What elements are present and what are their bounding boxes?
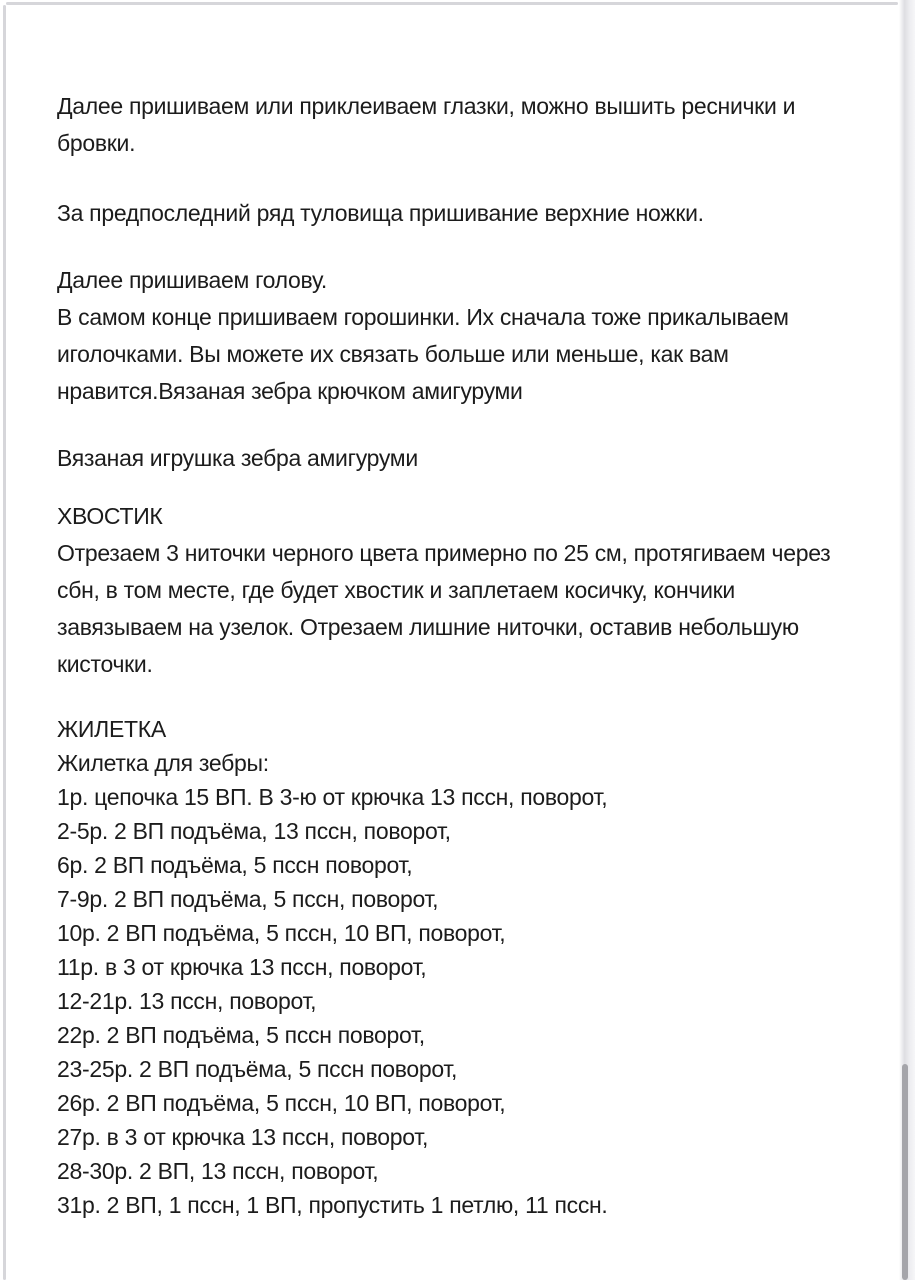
pattern-row: 2-5р. 2 ВП подъёма, 13 пссн, поворот, <box>57 818 451 844</box>
scrollbar-track[interactable] <box>899 0 915 1280</box>
text-line: Жилетка для зебры: <box>57 750 269 776</box>
section-title-vest: ЖИЛЕТКА <box>57 716 166 742</box>
text-line: иголочками. Вы можете их связать больше или меньше, как вам <box>57 341 729 367</box>
text-line: Далее пришиваем голову. <box>57 267 327 293</box>
pattern-row: 23-25р. 2 ВП подъёма, 5 пссн поворот, <box>57 1056 458 1082</box>
pattern-row: 10р. 2 ВП подъёма, 5 пссн, 10 ВП, поворот, <box>57 920 506 946</box>
scrollbar-thumb[interactable] <box>902 1064 908 1280</box>
text-line: бровки. <box>57 130 136 156</box>
pattern-row: 22р. 2 ВП подъёма, 5 пссн поворот, <box>57 1022 425 1048</box>
pattern-row: 7-9р. 2 ВП подъёма, 5 пссн, поворот, <box>57 886 439 912</box>
pattern-row: 27р. в 3 от крючка 13 пссн, поворот, <box>57 1124 429 1150</box>
page-left-edge <box>3 5 6 1280</box>
text-line: В самом конце пришиваем горошинки. Их сначала тоже прикалываем <box>57 304 789 330</box>
pattern-row: 12-21р. 13 пссн, поворот, <box>57 988 317 1014</box>
pattern-row: 26р. 2 ВП подъёма, 5 пссн, 10 ВП, поворот, <box>57 1090 506 1116</box>
text-line: Далее пришиваем или приклеиваем глазки, можно вышить реснички и <box>57 93 796 119</box>
pattern-row: 1р. цепочка 15 ВП. В 3-ю от крючка 13 пссн, поворот, <box>57 784 608 810</box>
text-line: За предпоследний ряд туловища пришивание верхние ножки. <box>57 200 704 226</box>
paragraph-eyes <box>57 88 857 162</box>
text-line: Вязаная игрушка зебра амигуруми <box>57 445 418 471</box>
paragraph-head-and-peas <box>57 262 857 410</box>
section-vest <box>57 712 857 1222</box>
text-line: завязываем на узелок. Отрезаем лишние ниточки, оставив небольшую <box>57 614 799 640</box>
section-title-tail: ХВОСТИК <box>57 503 163 529</box>
text-line: сбн, в том месте, где будет хвостик и заплетаем косичку, кончики <box>57 577 735 603</box>
section-tail <box>57 498 857 683</box>
pattern-row: 31р. 2 ВП, 1 пссн, 1 ВП, пропустить 1 петлю, 11 пссн. <box>57 1192 608 1218</box>
pattern-row: 11р. в 3 от крючка 13 пссн, поворот, <box>57 954 427 980</box>
document-page <box>57 0 857 1222</box>
text-line: Отрезаем 3 ниточки черного цвета примерно по 25 см, протягиваем через <box>57 540 831 566</box>
pattern-row: 28-30р. 2 ВП, 13 пссн, поворот, <box>57 1158 379 1184</box>
paragraph-toy-title <box>57 440 857 477</box>
pattern-row: 6р. 2 ВП подъёма, 5 пссн поворот, <box>57 852 413 878</box>
paragraph-upper-legs <box>57 195 857 232</box>
text-line: нравится.Вязаная зебра крючком амигуруми <box>57 378 523 404</box>
text-line: кисточки. <box>57 651 153 677</box>
